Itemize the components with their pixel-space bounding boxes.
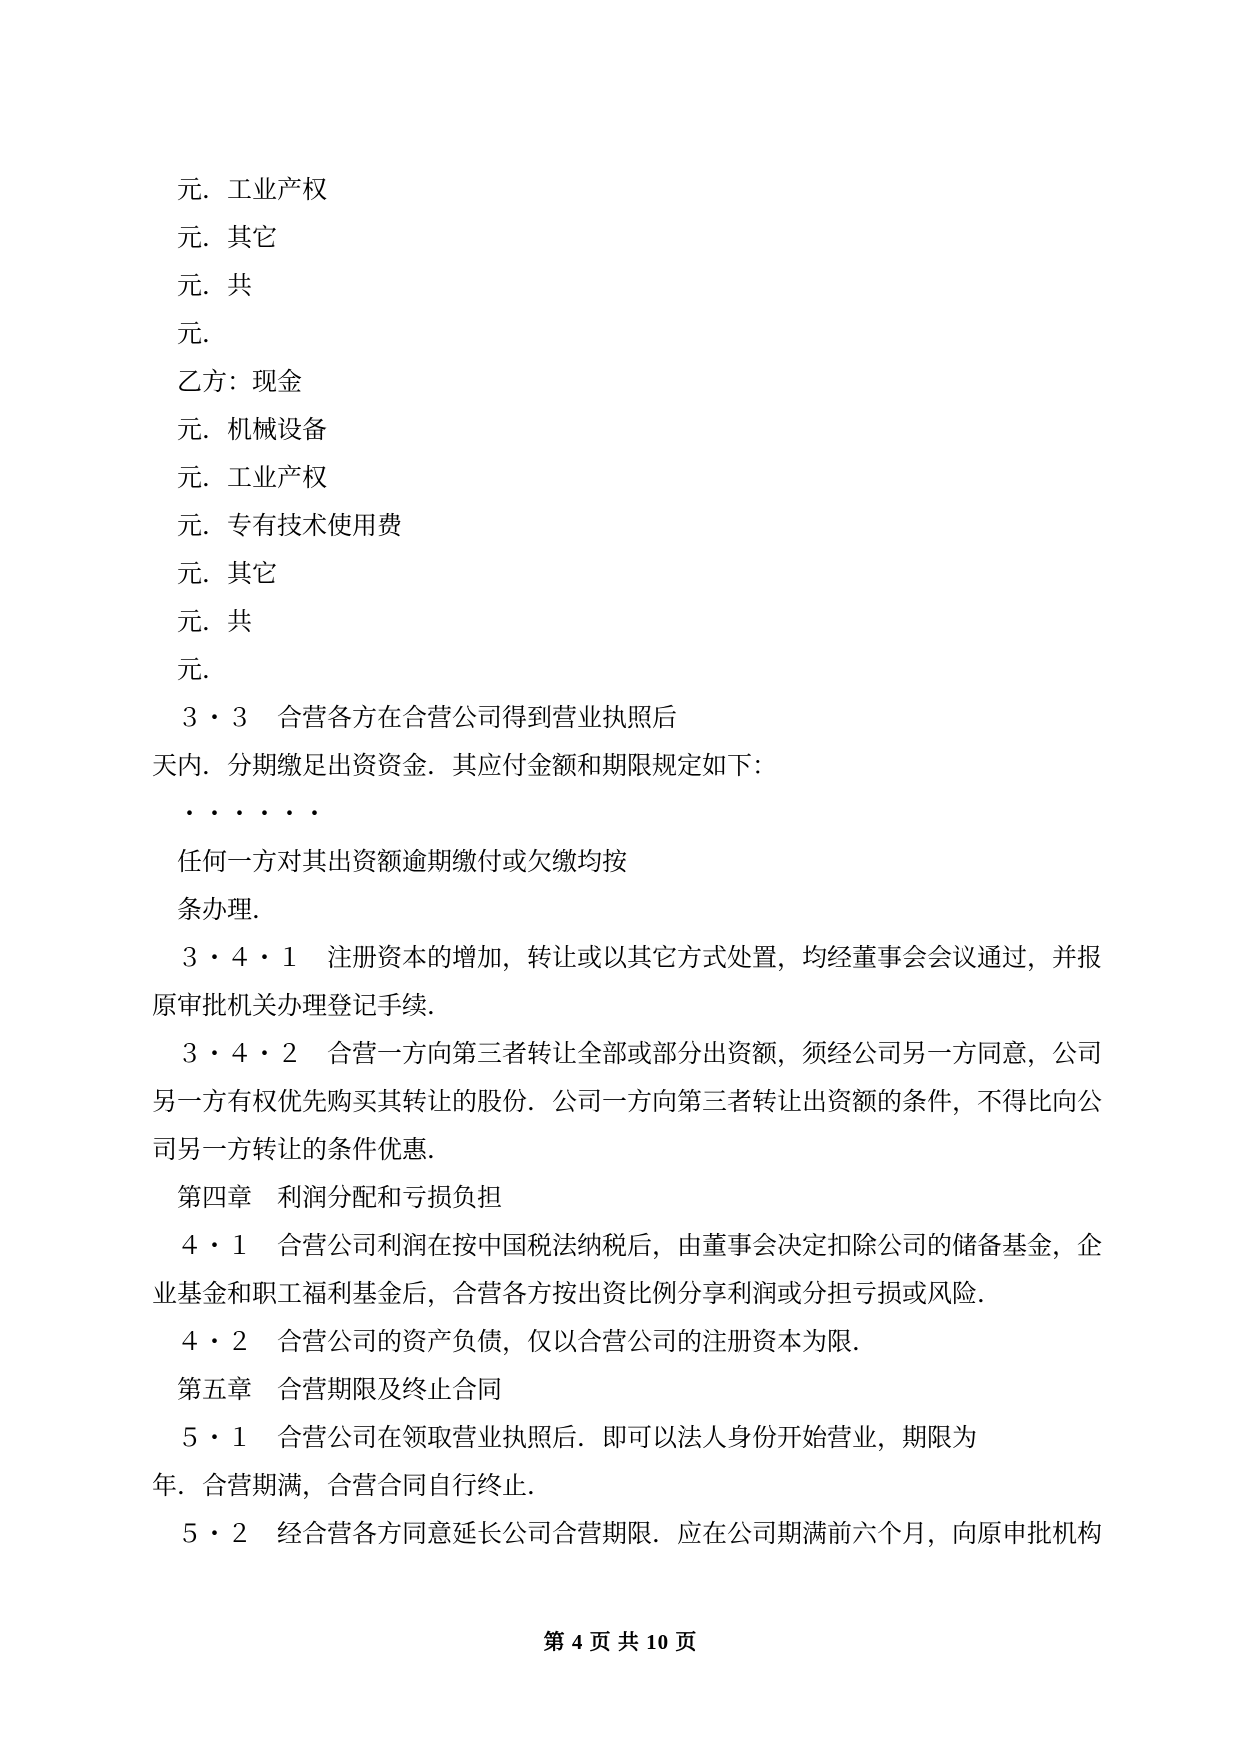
text-line-section-5-2: ５・２ 经合营各方同意延长公司合营期限．应在公司期满前六个月，向原申批机构: [177, 1520, 1103, 1548]
text-line: 元．其它: [177, 560, 278, 588]
text-line: 天内．分期缴足出资资金．其应付金额和期限规定如下：: [152, 752, 778, 780]
page-footer: 第 4 页 共 10 页: [543, 1630, 698, 1654]
text-line: 司另一方转让的条件优惠．: [152, 1136, 453, 1164]
text-line-section-4-2: ４・２ 合营公司的资产负债，仅以合营公司的注册资本为限．: [177, 1328, 878, 1356]
text-line: 元．工业产权: [177, 464, 328, 492]
text-line: 年．合营期满，合营合同自行终止．: [152, 1472, 553, 1500]
text-line: 元．共: [177, 272, 253, 300]
text-line-section-3-4-1: ３・４・１ 注册资本的增加，转让或以其它方式处置，均经董事会会议通过，并报: [177, 944, 1103, 972]
document-body: [152, 166, 1103, 1558]
text-line-dots: ・・・・・・: [177, 800, 328, 828]
text-line: 条办理．: [177, 896, 278, 924]
text-line-chapter-4-heading: 第四章 利润分配和亏损负担: [177, 1184, 503, 1212]
text-line: 元．: [177, 320, 228, 348]
text-line: 业基金和职工福利基金后，合营各方按出资比例分享利润或分担亏损或风险．: [152, 1280, 1003, 1308]
text-line: 元．其它: [177, 224, 278, 252]
text-line: 任何一方对其出资额逾期缴付或欠缴均按: [177, 848, 628, 876]
text-line-section-3-4-2: ３・４・２ 合营一方向第三者转让全部或部分出资额，须经公司另一方同意，公司: [177, 1040, 1103, 1068]
text-line: 元．共: [177, 608, 253, 636]
text-line-section-4-1: ４・１ 合营公司利润在按中国税法纳税后，由董事会决定扣除公司的储备基金，企: [177, 1232, 1103, 1260]
text-line: 另一方有权优先购买其转让的股份．公司一方向第三者转让出资额的条件，不得比向公: [152, 1088, 1103, 1116]
text-line: 原审批机关办理登记手续．: [152, 992, 453, 1020]
text-line: 元．专有技术使用费: [177, 512, 403, 540]
text-line: 乙方：现金: [177, 368, 303, 396]
text-line-section-3-3: ３・３ 合营各方在合营公司得到营业执照后: [177, 704, 678, 732]
text-line: 元．工业产权: [177, 176, 328, 204]
text-line: 元．机械设备: [177, 416, 328, 444]
text-line-section-5-1: ５・１ 合营公司在领取营业执照后．即可以法人身份开始营业，期限为: [177, 1424, 978, 1452]
text-line: 元．: [177, 656, 228, 684]
text-line-chapter-5-heading: 第五章 合营期限及终止合同: [177, 1376, 503, 1404]
